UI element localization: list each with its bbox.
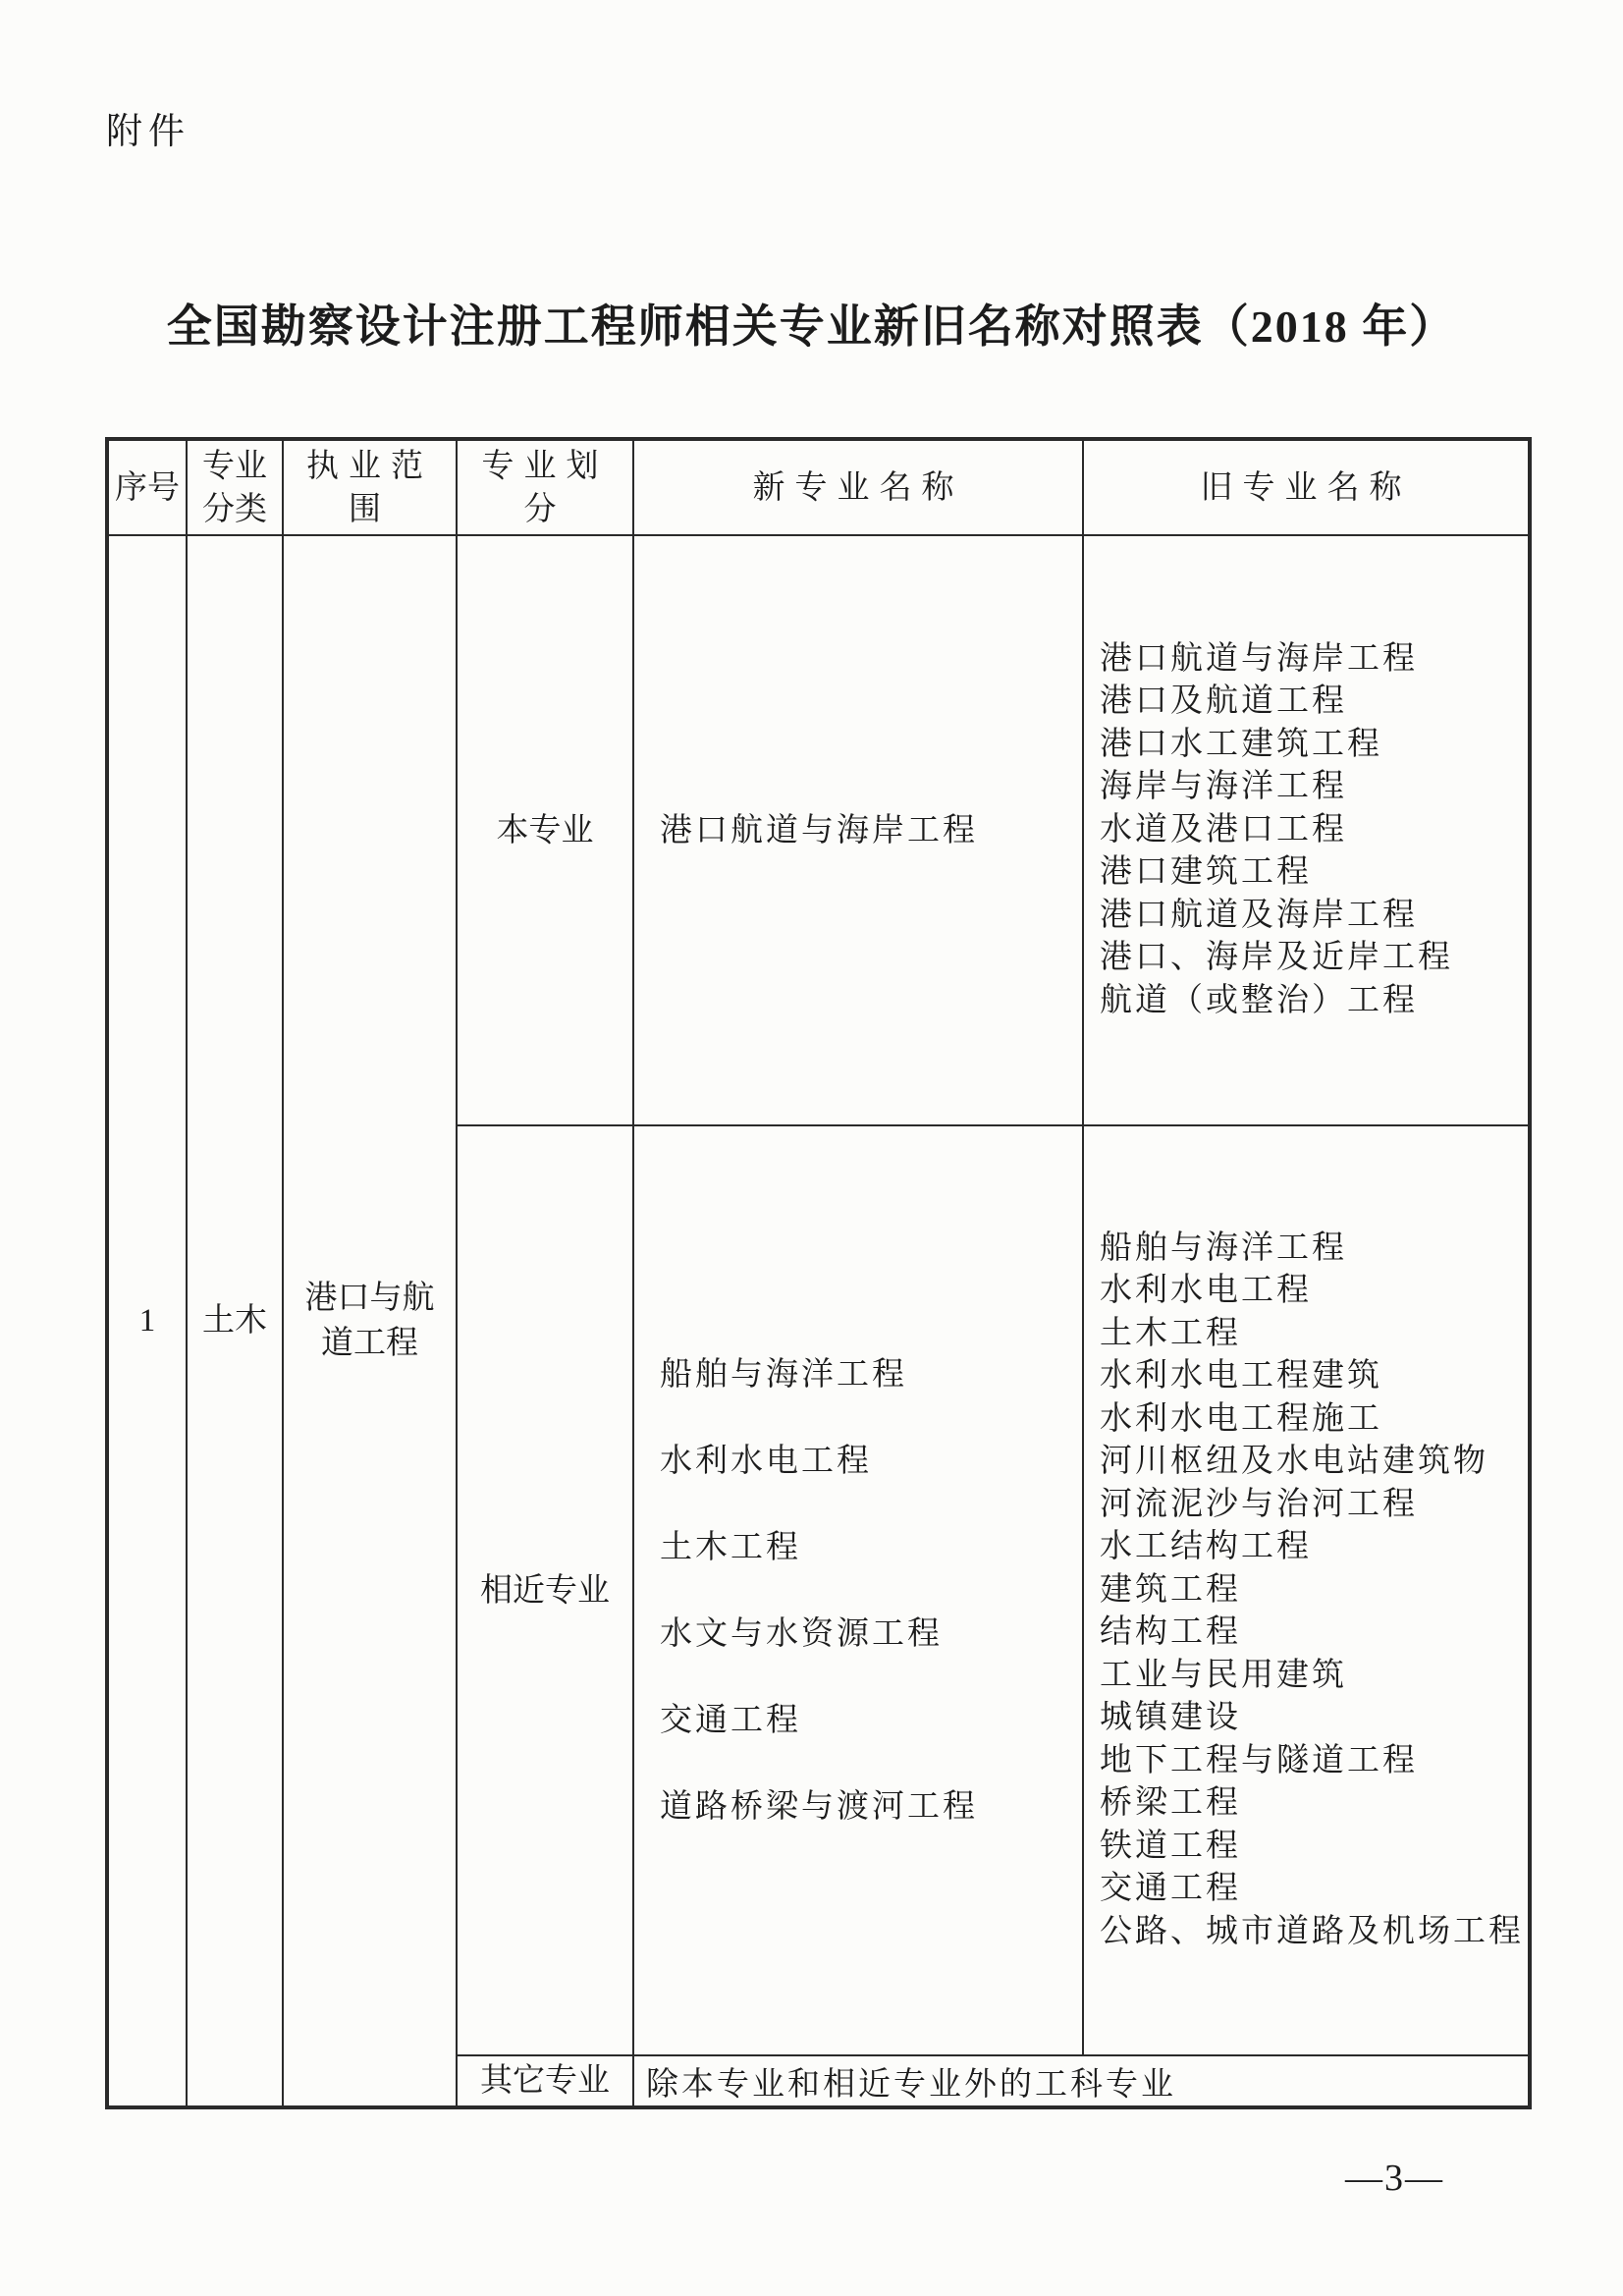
new-major-name: 交通工程 [660, 1702, 801, 1738]
new-names-list-similar [634, 1332, 1078, 1850]
old-major-name: 建筑工程 [1100, 1571, 1241, 1608]
attachment-label: 附件 [106, 112, 190, 152]
own-major-row [107, 535, 1530, 1125]
cell-new-names-own [633, 535, 1083, 1125]
header-category: 专业分类 [187, 439, 283, 535]
cell-serial: 1 [107, 535, 187, 2107]
new-major-name: 道路桥梁与渡河工程 [660, 1788, 978, 1825]
old-major-name: 港口建筑工程 [1100, 854, 1312, 891]
old-major-name: 结构工程 [1100, 1614, 1241, 1651]
header-row [107, 439, 1530, 535]
header-division: 专业划分 [457, 439, 633, 535]
cell-practice-scope: 港口与航道工程 [283, 535, 457, 2107]
old-major-name: 城镇建设 [1100, 1700, 1241, 1736]
cell-new-names-similar [633, 1125, 1083, 2055]
old-major-name: 船舶与海洋工程 [1100, 1230, 1347, 1266]
old-major-name: 水道及港口工程 [1100, 811, 1347, 847]
header-serial: 序号 [107, 439, 187, 535]
old-major-name: 海岸与海洋工程 [1100, 769, 1347, 805]
new-major-name: 土木工程 [660, 1529, 801, 1565]
old-major-name: 水利水电工程 [1100, 1273, 1312, 1309]
page-number: —3— [1345, 2158, 1444, 2199]
old-major-name: 水利水电工程建筑 [1100, 1358, 1382, 1394]
old-major-name: 港口航道及海岸工程 [1100, 897, 1418, 933]
old-major-name: 水工结构工程 [1100, 1529, 1312, 1565]
old-names-list-similar [1084, 1228, 1524, 1954]
old-major-name: 铁道工程 [1100, 1828, 1241, 1864]
document-title: 全国勘察设计注册工程师相关专业新旧名称对照表（2018 年） [166, 301, 1457, 352]
old-major-name: 河川枢纽及水电站建筑物 [1100, 1444, 1488, 1480]
cell-division-own: 本专业 [457, 535, 633, 1125]
header-practice-scope: 执业范围 [283, 439, 457, 535]
old-major-name: 港口及航道工程 [1100, 683, 1347, 720]
new-major-name: 水利水电工程 [660, 1443, 872, 1479]
comparison-table [105, 437, 1532, 2109]
old-major-name: 河流泥沙与治河工程 [1100, 1486, 1418, 1522]
old-major-name: 港口、海岸及近岸工程 [1100, 940, 1453, 976]
old-major-name: 航道（或整治）工程 [1100, 982, 1418, 1018]
old-major-name: 港口水工建筑工程 [1100, 726, 1382, 762]
cell-division-similar: 相近专业 [457, 1125, 633, 2055]
old-major-name: 土木工程 [1100, 1315, 1241, 1351]
new-names-list-own [634, 809, 1078, 852]
cell-old-names-similar [1083, 1125, 1530, 2055]
cell-division-other: 其它专业 [457, 2055, 633, 2107]
new-major-name: 船舶与海洋工程 [660, 1356, 907, 1393]
old-major-name: 交通工程 [1100, 1871, 1241, 1907]
old-major-name: 地下工程与隧道工程 [1100, 1742, 1418, 1778]
old-major-name: 水利水电工程施工 [1100, 1400, 1382, 1437]
new-major-name: 水文与水资源工程 [660, 1615, 943, 1652]
old-names-list-own [1084, 638, 1524, 1023]
header-old-name: 旧专业名称 [1083, 439, 1530, 535]
header-new-name: 新专业名称 [633, 439, 1083, 535]
old-major-name: 桥梁工程 [1100, 1785, 1241, 1822]
old-major-name: 港口航道与海岸工程 [1100, 640, 1418, 677]
cell-old-names-own [1083, 535, 1530, 1125]
new-major-name: 港口航道与海岸工程 [660, 812, 978, 848]
old-major-name: 工业与民用建筑 [1100, 1657, 1347, 1693]
cell-category: 土木 [187, 535, 283, 2107]
cell-other-note: 除本专业和相近专业外的工科专业 [633, 2055, 1530, 2107]
old-major-name: 公路、城市道路及机场工程 [1100, 1913, 1524, 1949]
